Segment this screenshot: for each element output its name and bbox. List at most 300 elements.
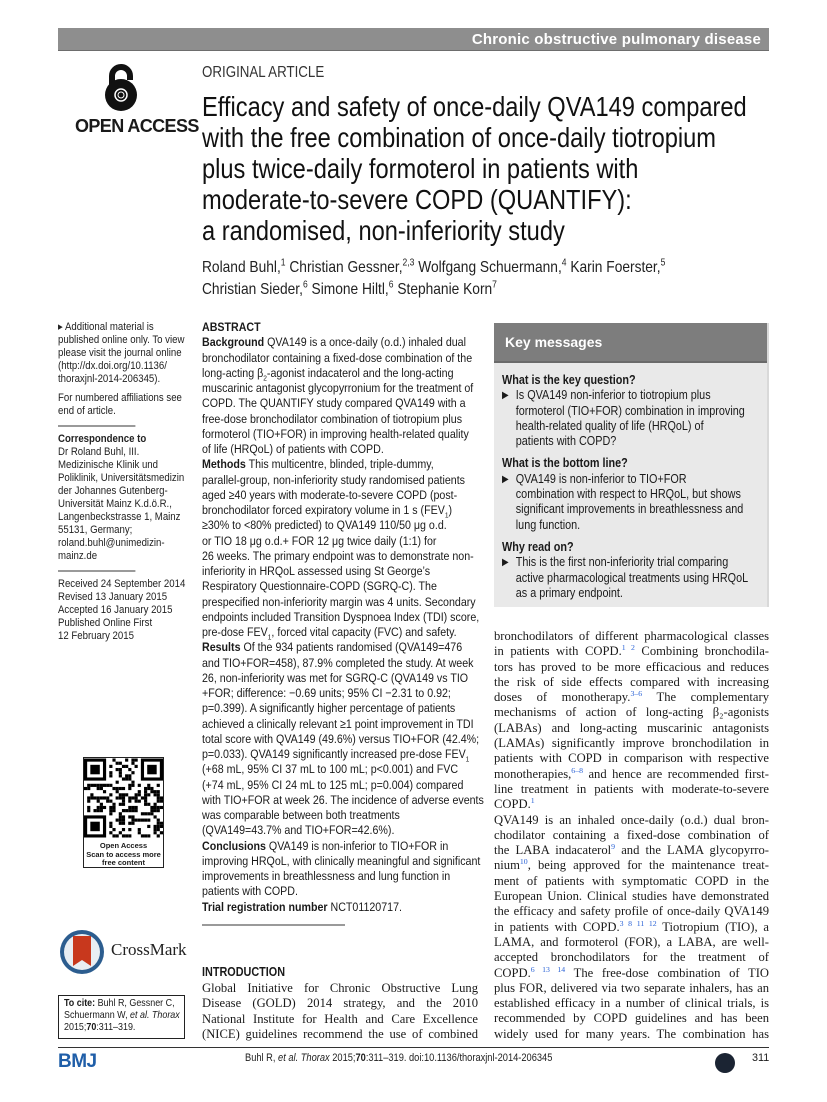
qr-module xyxy=(144,812,147,815)
section-label: Methods xyxy=(202,457,246,472)
text-line: thoraxjnl-2014-206345). xyxy=(58,373,161,385)
qr-module xyxy=(122,800,125,803)
crossmark-button[interactable] xyxy=(58,928,187,981)
qr-module xyxy=(112,834,115,837)
text-line: combination with respect to HRQoL, but shows xyxy=(515,487,741,502)
qr-module xyxy=(138,784,141,787)
qr-module xyxy=(122,796,125,799)
qr-module xyxy=(122,803,125,806)
qr-module xyxy=(138,828,141,831)
qr-module xyxy=(103,790,106,793)
text-line xyxy=(202,457,484,472)
qr-module xyxy=(131,822,134,825)
text-line: tors has proved to be more efficacious and reduces xyxy=(494,659,769,674)
article-dates xyxy=(58,578,185,643)
qr-module xyxy=(135,765,138,768)
correspondence-heading: Correspondence to xyxy=(58,433,147,445)
qr-module xyxy=(122,822,125,825)
text-line: with the free combination of once-daily tiotropium xyxy=(202,122,716,153)
text-line: muscarinic antagonist glycopyrronium for the treatment of xyxy=(202,381,474,395)
text-run: Tiotropium (TIO), a xyxy=(656,919,770,934)
qr-module xyxy=(144,803,147,806)
qr-module xyxy=(141,812,144,815)
qr-module xyxy=(150,806,153,809)
text-line: accepted bronchodilators for the treatment of xyxy=(494,950,769,965)
divider xyxy=(58,425,135,427)
text-run: COPD. xyxy=(494,797,531,812)
text-run: , forced vital capacity (FVC) and safety. xyxy=(271,625,457,639)
text-run: Simone Hiltl, xyxy=(307,281,389,298)
text-run: 1 xyxy=(267,632,272,642)
footer-citation xyxy=(245,1052,552,1064)
qr-module xyxy=(93,784,96,787)
text-line: aged ≥40 years with moderate-to-severe COPD (post- xyxy=(202,487,458,502)
text-line: recommended by COPD guidelines and has been xyxy=(494,1011,769,1026)
text-line: 26 weeks. The primary endpoint was to demonstrate non- xyxy=(202,548,474,563)
qr-module xyxy=(103,796,106,799)
text-line: European Union. Clinical studies have demonstrated xyxy=(494,889,769,904)
qr-module xyxy=(131,819,134,822)
text-line: health-related quality of life (HRQoL) of xyxy=(515,418,704,433)
text-run: Roland Buhl, xyxy=(202,259,281,276)
footer-etal: et al xyxy=(278,1052,296,1064)
text-line xyxy=(202,279,665,301)
qr-module xyxy=(112,806,115,809)
text-line: with TIO+FOR at week 26. The incidence of adverse events xyxy=(202,792,484,807)
qr-module xyxy=(106,784,109,787)
body-text-right-column xyxy=(494,629,769,1042)
qr-module xyxy=(109,822,112,825)
qr-module xyxy=(144,796,147,799)
text-line: mechanisms of action of long-acting β₂-agonists xyxy=(494,705,769,720)
text-line xyxy=(494,813,769,828)
text-line: 12 February 2015 xyxy=(58,630,134,642)
qr-module xyxy=(131,806,134,809)
text-line: achieved a clinically relevant ≥1 point improvement in TDI xyxy=(202,716,474,731)
text-line: Disease (GOLD) 2014 strategy, and the 2010 xyxy=(202,996,478,1011)
text-run: QVA149 is an inhaled once-daily (o.d.) dual bron- xyxy=(494,812,769,827)
qr-module xyxy=(131,762,134,765)
qr-module xyxy=(97,784,100,787)
qr-module xyxy=(157,784,160,787)
text-line xyxy=(494,690,769,705)
qr-module xyxy=(87,796,90,799)
qr-module xyxy=(135,796,138,799)
qr-module xyxy=(128,834,131,837)
text-run: the LABA indacaterol xyxy=(494,843,612,858)
text-line: inferiority in HRQoL assessed using St George’s xyxy=(202,564,431,578)
article-type: ORIGINAL ARTICLE xyxy=(202,64,325,81)
qr-module xyxy=(128,777,131,780)
qr-module xyxy=(160,796,163,799)
sidebar-notes xyxy=(58,321,185,643)
text-line: prespecified non-inferiority margin was 4 units. Secondary xyxy=(202,594,476,609)
section-label: Trial registration number xyxy=(202,899,328,914)
qr-module xyxy=(90,784,93,787)
qr-module xyxy=(97,800,100,803)
qr-module xyxy=(87,800,90,803)
qr-module xyxy=(154,790,157,793)
qr-module xyxy=(157,819,160,822)
text-line xyxy=(202,747,484,762)
text-run: 6 xyxy=(302,279,308,291)
text-line xyxy=(202,839,484,854)
qr-module xyxy=(97,809,100,812)
qr-module xyxy=(150,812,153,815)
introduction-heading: INTRODUCTION xyxy=(202,965,286,979)
text-line xyxy=(494,797,769,812)
qr-module xyxy=(122,765,125,768)
cite-text: Schuermann W, xyxy=(64,1010,131,1021)
reference-link[interactable]: 3–6 xyxy=(630,689,643,698)
qr-module xyxy=(119,819,122,822)
cite-volume: 70 xyxy=(86,1022,97,1033)
qr-module xyxy=(119,796,122,799)
text-line: end of article. xyxy=(58,405,116,417)
qr-module xyxy=(119,762,122,765)
text-line: ≥30% to <80% predicted) to QVA149 110/50 μg o.d. xyxy=(202,518,447,533)
qr-module xyxy=(119,815,122,818)
open-access-lock-icon xyxy=(99,64,143,112)
text-line: moderate-to-severe COPD (QUANTIFY): xyxy=(202,184,632,215)
reference-link[interactable]: 1 xyxy=(530,796,535,806)
qr-module xyxy=(144,793,147,796)
text-line: Global Initiative for Chronic Obstructive Lung xyxy=(202,981,478,995)
qr-module xyxy=(103,784,106,787)
qr-module xyxy=(160,822,163,825)
text-run: and the LAMA glycopyrro- xyxy=(615,843,769,858)
text-line: bronchodilators of different pharmacological classes xyxy=(494,629,769,643)
cite-etal: et al xyxy=(130,1010,147,1021)
text-line: patients with COPD? xyxy=(515,434,617,449)
text-line xyxy=(494,767,769,782)
text-line xyxy=(202,366,484,381)
qr-module xyxy=(109,831,112,834)
text-line: widely used for many years. The combination has xyxy=(494,1026,769,1041)
footer-year: 2015; xyxy=(329,1052,356,1064)
qr-module xyxy=(141,819,144,822)
section-title: Chronic obstructive pulmonary disease xyxy=(471,31,761,48)
abstract-end-rule xyxy=(202,924,345,926)
qr-module xyxy=(147,784,150,787)
qr-module xyxy=(135,759,138,762)
qr-module xyxy=(93,809,96,812)
section-label: Results xyxy=(202,640,241,655)
qr-module xyxy=(157,796,160,799)
text-line: free-dose bronchodilator combination of tiotropium plus xyxy=(202,411,463,426)
qr-module xyxy=(109,812,112,815)
qr-module xyxy=(103,806,106,809)
qr-module xyxy=(122,815,125,818)
text-run: QVA149 is non-inferior to TIO+FOR in xyxy=(265,838,449,853)
text-run: 1 xyxy=(465,754,470,764)
qr-module xyxy=(128,809,131,812)
qr-module xyxy=(157,822,160,825)
qr-module xyxy=(109,784,112,787)
text-line xyxy=(202,257,665,279)
qr-module xyxy=(157,809,160,812)
text-line: as a primary endpoint. xyxy=(515,585,623,600)
text-run: The free-dose combination of TIO xyxy=(565,965,769,980)
qr-module xyxy=(147,793,150,796)
reference-link[interactable]: 3 8 11 12 xyxy=(619,918,657,928)
qr-module xyxy=(125,793,128,796)
text-line xyxy=(494,920,769,935)
text-run: bronchodilator forced expiratory volume in 1 s (FEV xyxy=(202,503,445,517)
cite-year: 2015; xyxy=(64,1022,87,1033)
text-run: 1 xyxy=(444,510,449,520)
qr-module xyxy=(112,759,115,762)
text-line: line treatment in patients with moderate-to-severe xyxy=(494,781,769,796)
qr-module xyxy=(119,831,122,834)
section-label: Conclusions xyxy=(202,838,266,853)
qr-module xyxy=(154,793,157,796)
text-run: 2,3 xyxy=(402,257,415,269)
qr-module xyxy=(150,787,153,790)
text-line: 26, non-inferiority was met for SGRQ-C (QVA149 vs TIO xyxy=(202,670,469,685)
text-run: in patients with COPD. xyxy=(494,919,620,934)
key-answer xyxy=(502,472,748,533)
correspondence-address xyxy=(58,446,185,563)
text-line: patients with COPD. xyxy=(202,884,298,899)
divider xyxy=(58,570,135,572)
text-run: This multicentre, blinded, triple-dummy, xyxy=(245,457,434,472)
journal-seal-icon xyxy=(715,1053,735,1073)
text-run: pre-dose FEV xyxy=(202,625,268,639)
text-run: 4 xyxy=(561,257,567,269)
qr-module xyxy=(122,828,125,831)
section-label: Background xyxy=(202,335,265,350)
text-run: 7 xyxy=(492,279,497,291)
qr-module xyxy=(119,793,122,796)
open-access-label: OPEN ACCESS xyxy=(75,116,199,136)
text-run: in patients with COPD. xyxy=(494,644,622,659)
qr-module xyxy=(157,834,160,837)
qr-module xyxy=(109,800,112,803)
qr-module xyxy=(157,793,160,796)
qr-module xyxy=(116,781,119,784)
qr-module xyxy=(97,787,100,790)
qr-module xyxy=(154,809,157,812)
key-messages-content xyxy=(502,373,748,601)
footer-rule xyxy=(58,1047,769,1048)
text-run: and hence are recommended first- xyxy=(583,766,769,781)
text-line: was comparable between both treatments xyxy=(202,808,400,822)
text-line: formoterol (TIO+FOR) in improving health-related quality xyxy=(202,426,469,441)
qr-module xyxy=(154,831,157,834)
qr-module xyxy=(109,825,112,828)
qr-module xyxy=(106,796,109,799)
qr-module xyxy=(147,803,150,806)
text-run: Christian Gessner, xyxy=(285,259,403,276)
qr-module xyxy=(125,774,128,777)
qr-module xyxy=(119,771,122,774)
text-line: Efficacy and safety of once-daily QVA149 compared xyxy=(202,91,747,122)
text-line: Is QVA149 non-inferior to tiotropium plus xyxy=(515,388,711,403)
qr-module xyxy=(128,774,131,777)
text-line: +FOR; difference: −0.69 units; 95% CI −2.31 to 0.92; xyxy=(202,686,451,700)
reference-link[interactable]: 1 2 xyxy=(621,643,635,653)
key-answer xyxy=(502,555,748,601)
reference-link[interactable]: 6–8 xyxy=(571,765,583,775)
text-run: COPD. xyxy=(494,965,531,980)
qr-module xyxy=(141,834,144,837)
text-line: significant improvements in breathlessness and xyxy=(515,502,744,517)
text-run: 5 xyxy=(660,257,666,269)
qr-module xyxy=(87,806,90,809)
text-line: parallel-group, non-inferiority study randomised patients xyxy=(202,472,465,487)
qr-module xyxy=(116,790,119,793)
text-run: -agonist indacaterol and the long-acting xyxy=(266,365,454,380)
qr-module xyxy=(109,806,112,809)
qr-module xyxy=(109,774,112,777)
text-run: , being approved for the maintenance treat- xyxy=(527,858,769,873)
qr-module xyxy=(144,790,147,793)
qr-module xyxy=(135,806,138,809)
text-line: the risk of side effects compared with increasing xyxy=(494,674,769,689)
qr-module xyxy=(100,787,103,790)
qr-module xyxy=(97,796,100,799)
key-question: Why read on? xyxy=(502,539,574,554)
qr-module xyxy=(138,790,141,793)
bullet-arrow-icon: ▶ xyxy=(502,557,509,569)
qr-module xyxy=(84,787,87,790)
qr-module xyxy=(147,765,156,774)
qr-module xyxy=(160,825,163,828)
qr-module xyxy=(122,819,125,822)
qr-module xyxy=(157,790,160,793)
qr-module xyxy=(122,809,125,812)
text-line: formoterol (TIO+FOR) combination in improving xyxy=(515,403,745,418)
key-question: What is the key question? xyxy=(502,373,636,387)
qr-module xyxy=(122,777,125,780)
text-run: doses of monotherapy. xyxy=(494,690,631,705)
section-header-bar xyxy=(58,28,769,51)
qr-module xyxy=(87,784,90,787)
qr-module xyxy=(87,787,90,790)
qr-code[interactable] xyxy=(83,757,164,868)
qr-module xyxy=(154,803,157,806)
qr-module xyxy=(128,784,131,787)
qr-module xyxy=(116,834,119,837)
author-list xyxy=(202,257,665,301)
qr-module xyxy=(131,784,134,787)
bmj-logo: BMJ xyxy=(58,1051,97,1072)
qr-module xyxy=(160,831,163,834)
qr-module xyxy=(144,787,147,790)
qr-module xyxy=(116,768,119,771)
footer-volume: 70 xyxy=(355,1052,366,1064)
text-line: Received 24 September 2014 xyxy=(58,578,186,590)
key-messages-heading: Key messages xyxy=(505,334,603,350)
text-line: Accepted 16 January 2015 xyxy=(58,604,173,616)
text-line: Dr Roland Buhl, III. xyxy=(58,446,140,458)
text-line: and TIO+FOR=458), 87.9% completed the study. At week xyxy=(202,655,474,670)
text-line xyxy=(202,640,484,655)
text-line xyxy=(494,843,769,858)
text-run: long-acting β xyxy=(202,365,264,380)
qr-module xyxy=(112,809,115,812)
qr-module xyxy=(135,793,138,796)
text-line xyxy=(494,644,769,659)
qr-module xyxy=(122,834,125,837)
text-run: 6 xyxy=(388,279,394,291)
qr-module xyxy=(97,806,100,809)
text-line: p=0.399). A significantly higher percentage of patients xyxy=(202,701,456,716)
qr-module xyxy=(122,793,125,796)
text-line: Respiratory Questionnaire-COPD (SGRQ-C). The xyxy=(202,579,437,594)
qr-module xyxy=(128,796,131,799)
qr-module xyxy=(154,828,157,831)
text-run: QVA149 is a once-daily (o.d.) inhaled dual xyxy=(264,335,466,350)
text-run: 2 xyxy=(263,373,267,383)
reference-link[interactable]: 6 13 14 xyxy=(530,964,566,974)
qr-module xyxy=(119,787,122,790)
footer-authors: Buhl R, xyxy=(245,1052,279,1064)
qr-module xyxy=(119,774,122,777)
text-line: improvements in breathlessness and lung function in xyxy=(202,869,451,883)
text-run: monotherapies, xyxy=(494,766,572,781)
text-line: Poliklinik, Universitätsmedizin xyxy=(58,472,185,484)
text-line: plus FOR, delivered via two separate inhalers, has an xyxy=(494,980,769,995)
text-line: of life (HRQoL) of patients with COPD. xyxy=(202,442,384,456)
reference-link[interactable]: 10 xyxy=(519,857,528,867)
qr-module xyxy=(87,809,90,812)
introduction-text xyxy=(202,981,478,1042)
text-run: NCT01120717. xyxy=(327,899,402,914)
crossmark-icon xyxy=(58,928,106,976)
qr-module xyxy=(116,787,119,790)
text-run: ) xyxy=(448,503,453,517)
qr-module xyxy=(109,809,112,812)
qr-module xyxy=(150,809,153,812)
qr-module xyxy=(128,822,131,825)
qr-module xyxy=(144,800,147,803)
citation-box xyxy=(58,995,185,1039)
qr-module xyxy=(125,834,128,837)
text-line: Open Access xyxy=(99,841,148,850)
qr-module xyxy=(131,781,134,784)
qr-module xyxy=(131,771,134,774)
reference-link[interactable]: 9 xyxy=(611,841,616,851)
affiliations-note xyxy=(58,392,185,418)
qr-module xyxy=(150,790,153,793)
abstract-heading: ABSTRACT xyxy=(202,320,261,334)
crossmark-label: CrossMark xyxy=(111,940,187,959)
qr-module xyxy=(128,806,131,809)
qr-module xyxy=(100,806,103,809)
qr-module xyxy=(138,831,141,834)
qr-module xyxy=(90,822,99,831)
text-run: Christian Sieder, xyxy=(202,281,303,298)
qr-module xyxy=(116,819,119,822)
text-line: For numbered affiliations see xyxy=(58,392,182,404)
qr-module xyxy=(100,803,103,806)
page-number: 311 xyxy=(752,1052,770,1064)
qr-module xyxy=(116,796,119,799)
text-line: (QVA149=43.7% and TIO+FOR=42.6%). xyxy=(202,823,395,838)
qr-module xyxy=(135,809,138,812)
qr-caption xyxy=(84,842,163,868)
qr-module xyxy=(112,787,115,790)
text-line: (NICE) guidelines recommend the use of combined xyxy=(202,1026,478,1041)
qr-module xyxy=(119,812,122,815)
text-line: lung function. xyxy=(515,517,581,532)
text-line: active pharmacological treatments using HRQoL xyxy=(515,570,749,585)
qr-module xyxy=(112,828,115,831)
qr-module xyxy=(147,819,150,822)
text-line: improving HRQoL, with clinically meaningful and significant xyxy=(202,853,481,868)
